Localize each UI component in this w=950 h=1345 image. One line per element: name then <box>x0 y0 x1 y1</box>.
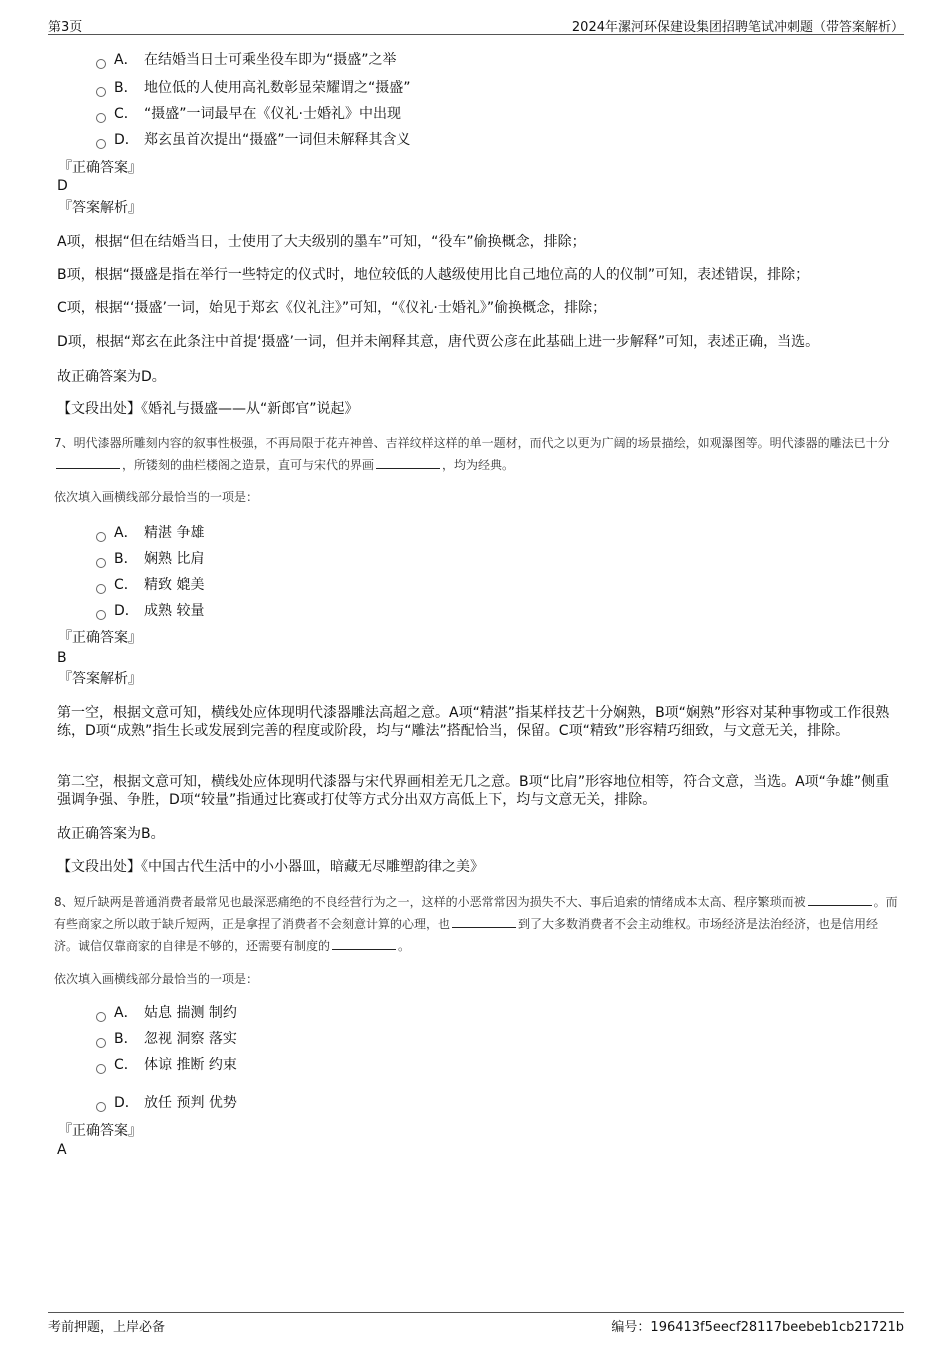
footer-slogan: 考前押题，上岸必备 <box>48 1320 166 1335</box>
page-footer <box>48 1312 904 1333</box>
q7-source: 【文段出处】《中国古代生活中的小小器皿，暗藏无尽雕塑韵律之美》 <box>57 859 484 875</box>
q6-analysis-b: B项，根据“摄盛是指在举行一些特定的仪式时，地位较低的人越级使用比自己地位高的人的仪制”可知，表述错误，排除； <box>57 267 810 283</box>
q6-analysis-c: C项，根据“‘摄盛’一词，始见于郑玄《仪礼注》”可知，“《仪礼·士婚礼》”偷换概念，排除； <box>57 300 607 316</box>
q6-analysis-d: D项，根据“郑玄在此条注中首提‘摄盛’一词，但并未阐释其意，唐代贾公彦在此基础上进一步解释”可知，表述正确，当选。 <box>57 334 820 350</box>
page-number: 第3页 <box>48 20 83 35</box>
document-title: 2024年漯河环保建设集团招聘笔试冲刺题（带答案解析） <box>571 20 904 35</box>
fill-blank <box>332 937 396 950</box>
q6-conclusion: 故正确答案为D。 <box>57 369 166 385</box>
q6-source: 【文段出处】《婚礼与摄盛——从“新郎官”说起》 <box>57 401 359 417</box>
q7-option-a[interactable]: A． 精湛 争雄 <box>96 523 204 543</box>
q6-analysis-a: A项，根据“但在结婚当日，士使用了大夫级别的墨车”可知，“役车”偷换概念，排除； <box>57 234 586 250</box>
q6-option-a[interactable]: A． 在结婚当日士可乘坐役车即为“摄盛”之举 <box>96 50 397 70</box>
q8-option-d[interactable]: D． 放任 预判 优势 <box>96 1093 237 1113</box>
q6-analysis-label: 『答案解析』 <box>58 200 142 216</box>
radio-icon[interactable] <box>96 1038 106 1048</box>
document-code: 编号：196413f5eecf28117beebeb1cb21721b <box>611 1320 904 1335</box>
q6-option-b[interactable]: B． 地位低的人使用高礼数彰显荣耀谓之“摄盛” <box>96 78 411 98</box>
radio-icon[interactable] <box>96 584 106 594</box>
radio-icon[interactable] <box>96 558 106 568</box>
q8-instruction: 依次填入画横线部分最恰当的一项是： <box>54 972 259 986</box>
q7-option-b[interactable]: B． 娴熟 比肩 <box>96 549 204 569</box>
q8-stem: 8、短斤缺两是普通消费者最常见也最深恶痛绝的不良经营行为之一，这样的小恶常常因为损失不大、事后追索的情绪成本太高、程序繁琐而被 。而有些商家之所以敢于缺斤短两，正是拿捏了消费者不会刻意计算的心理，也 到了大多数消费者不会主动维权。市场经济是法治经济，也是信用经济。诚信仅靠商家的自律是不够的，还需要有制度的 。 <box>54 895 898 953</box>
radio-icon[interactable] <box>96 1102 106 1112</box>
radio-icon[interactable] <box>96 532 106 542</box>
fill-blank <box>452 915 516 928</box>
fill-blank <box>376 456 440 469</box>
q7-option-d[interactable]: D． 成熟 较量 <box>96 601 204 621</box>
fill-blank <box>56 456 120 469</box>
q8-answer-label: 『正确答案』 <box>58 1123 142 1139</box>
radio-icon[interactable] <box>96 139 106 149</box>
radio-icon[interactable] <box>96 59 106 69</box>
q6-option-c[interactable]: C． “摄盛”一词最早在《仪礼·士婚礼》中出现 <box>96 104 401 124</box>
q7-option-c[interactable]: C． 精致 媲美 <box>96 575 204 595</box>
radio-icon[interactable] <box>96 87 106 97</box>
radio-icon[interactable] <box>96 113 106 123</box>
fill-blank <box>808 893 872 906</box>
q8-option-b[interactable]: B． 忽视 洞察 落实 <box>96 1029 237 1049</box>
q6-option-d[interactable]: D． 郑玄虽首次提出“摄盛”一词但未解释其含义 <box>96 130 411 150</box>
q8-option-a[interactable]: A． 姑息 揣测 制约 <box>96 1003 237 1023</box>
q7-conclusion: 故正确答案为B。 <box>57 826 165 842</box>
q7-instruction: 依次填入画横线部分最恰当的一项是： <box>54 490 259 504</box>
q6-answer: D <box>57 178 68 194</box>
radio-icon[interactable] <box>96 610 106 620</box>
q7-analysis-2: 第二空，根据文意可知，横线处应体现明代漆器与宋代界画相差无几之意。B项“比肩”形容地位相等，符合文意，当选。A项“争雄”侧重强调争强、争胜，D项“较量”指通过比赛或打仗等方式分出双方高低上下，均与文意无关，排除。 <box>57 774 890 808</box>
radio-icon[interactable] <box>96 1064 106 1074</box>
q7-analysis-1: 第一空，根据文意可知，横线处应体现明代漆器雕法高超之意。A项“精湛”指某样技艺十分娴熟，B项“娴熟”形容对某种事物或工作很熟练，D项“成熟”指生长或发展到完善的程度或阶段，均与“雕法”搭配恰当，保留。C项“精致”形容精巧细致，与文意无关，排除。 <box>57 705 890 739</box>
q6-answer-label: 『正确答案』 <box>58 160 142 176</box>
q7-analysis-label: 『答案解析』 <box>58 671 142 687</box>
radio-icon[interactable] <box>96 1012 106 1022</box>
q8-option-c[interactable]: C． 体谅 推断 约束 <box>96 1055 237 1075</box>
q7-answer-label: 『正确答案』 <box>58 630 142 646</box>
page-header <box>48 14 904 35</box>
q7-stem: 7、明代漆器所雕刻内容的叙事性极强，不再局限于花卉神兽、吉祥纹样这样的单一题材，而代之以更为广阔的场景描绘，如观瀑图等。明代漆器的雕法已十分，所镂刻的曲栏楼阁之造景，直可与宋代的界画 ，均为经典。 <box>54 436 890 472</box>
q8-answer: A <box>57 1142 67 1158</box>
q7-answer: B <box>57 650 67 666</box>
